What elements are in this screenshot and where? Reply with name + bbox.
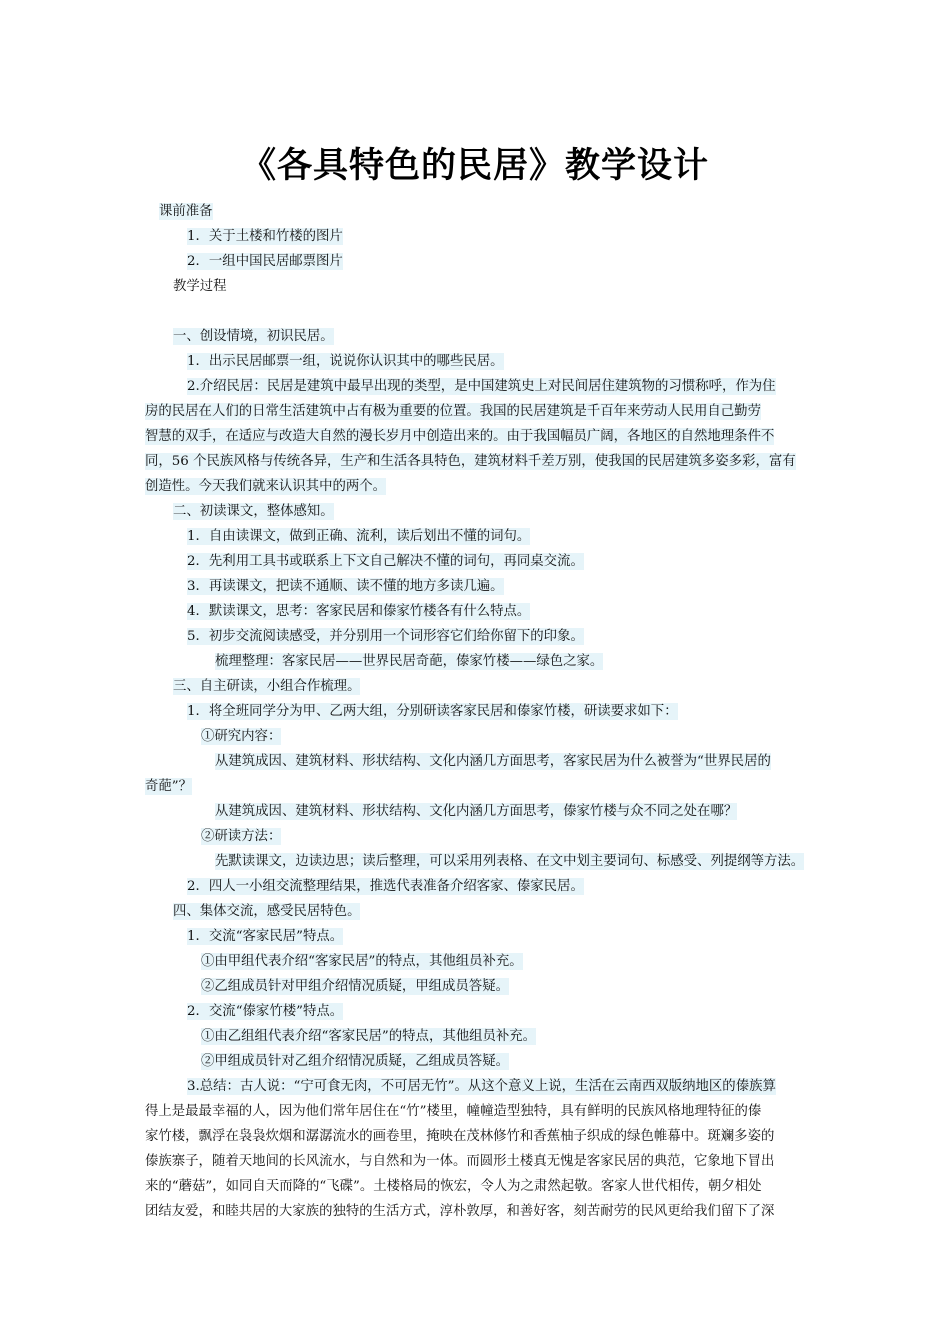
list-item: [145, 224, 805, 249]
line-text: ②乙组成员针对甲组介绍情况质疑，甲组成员答疑。: [201, 979, 509, 994]
summary-line: [145, 649, 805, 674]
sub-item: [145, 949, 805, 974]
paragraph-line: [145, 799, 805, 824]
line-text: 先默读课文，边读边思；读后整理，可以采用列表格、在文中划主要词句、标感受、列提纲等方法。: [215, 854, 805, 869]
line-text: 智慧的双手，在适应与改造大自然的漫长岁月中创造出来的。由于我国幅员广阔，各地区的自然地理条件不: [145, 429, 775, 444]
line-text: 创造性。今天我们就来认识其中的两个。: [145, 479, 387, 494]
line-text: 1．出示民居邮票一组，说说你认识其中的哪些民居。: [187, 354, 504, 369]
sub-item: [145, 824, 805, 849]
blank-line: [145, 299, 805, 324]
line-text: 奇葩”？: [145, 779, 193, 794]
sub-item: [145, 724, 805, 749]
section-heading: [145, 274, 805, 299]
paragraph-line: [145, 749, 805, 774]
list-item: [145, 349, 805, 374]
section-heading: [145, 899, 805, 924]
line-text: ②研读方法：: [201, 829, 282, 844]
list-item: [145, 699, 805, 724]
paragraph-line: [145, 849, 805, 874]
line-text: 来的“蘑菇”，如同自天而降的“飞碟”。土楼格局的恢宏，令人为之肃然起敬。客家人世代相传，朝夕相处: [145, 1179, 762, 1194]
section-heading: [145, 674, 805, 699]
line-text: ①研究内容：: [201, 729, 282, 744]
list-item: [145, 599, 805, 624]
section-heading: [145, 324, 805, 349]
list-item: [145, 549, 805, 574]
list-item: [145, 524, 805, 549]
list-item: [145, 924, 805, 949]
line-text: ①由甲组代表介绍“客家民居”的特点，其他组员补充。: [201, 954, 523, 969]
line-text: 2．一组中国民居邮票图片: [187, 254, 343, 269]
section-heading: [145, 499, 805, 524]
line-text: 2．四人一小组交流整理结果，推选代表准备介绍客家、傣家民居。: [187, 879, 584, 894]
paragraph-line: [145, 1099, 805, 1124]
paragraph-line: [145, 424, 805, 449]
line-text: 教学过程: [173, 279, 227, 294]
line-text: 团结友爱，和睦共居的大家族的独特的生活方式，淳朴敦厚，和善好客，刻苦耐劳的民风更给我们留下了深: [145, 1204, 775, 1219]
sub-item: [145, 1024, 805, 1049]
line-text: 3．再读课文，把读不通顺、读不懂的地方多读几遍。: [187, 579, 504, 594]
line-text: 4．默读课文，思考：客家民居和傣家竹楼各有什么特点。: [187, 604, 531, 619]
line-text: ①由乙组组代表介绍“客家民居”的特点，其他组员补充。: [201, 1029, 537, 1044]
sub-item: [145, 974, 805, 999]
paragraph-line: [145, 399, 805, 424]
line-text: 2．交流“傣家竹楼”特点。: [187, 1004, 344, 1019]
line-text: ②甲组成员针对乙组介绍情况质疑，乙组成员答疑。: [201, 1054, 509, 1069]
line-text: 家竹楼，飘浮在袅袅炊烟和潺潺流水的画卷里，掩映在茂林修竹和香蕉柚子织成的绿色帷幕中。斑斓多姿的: [145, 1129, 775, 1144]
line-text: 1．将全班同学分为甲、乙两大组，分别研读客家民居和傣家竹楼，研读要求如下：: [187, 704, 678, 719]
list-item: [145, 249, 805, 274]
section-heading: [145, 199, 805, 224]
line-text: 得上是最最幸福的人，因为他们常年居住在“竹”楼里，幢幢造型独特，具有鲜明的民族风格地理特征的傣: [145, 1104, 762, 1119]
line-text: 梳理整理：客家民居——世界民居奇葩，傣家竹楼——绿色之家。: [215, 654, 604, 669]
document-title: 《各具特色的民居》教学设计: [240, 146, 709, 186]
paragraph-line: [145, 1199, 805, 1224]
line-text: 1．自由读课文，做到正确、流利，读后划出不懂的词句。: [187, 529, 531, 544]
line-text: 三、自主研读，小组合作梳理。: [173, 679, 361, 694]
line-text: 一、创设情境，初识民居。: [173, 329, 334, 344]
line-text: 四、集体交流，感受民居特色。: [173, 904, 361, 919]
paragraph-line: [145, 449, 805, 474]
line-text: 二、初读课文，整体感知。: [173, 504, 334, 519]
paragraph-line: [145, 774, 805, 799]
paragraph-line: [145, 1149, 805, 1174]
line-text: 从建筑成因、建筑材料、形状结构、文化内涵几方面思考，客家民居为什么被誉为“世界民居的: [215, 754, 771, 769]
list-item: [145, 874, 805, 899]
paragraph-line: [145, 374, 805, 399]
sub-item: [145, 1049, 805, 1074]
paragraph-line: [145, 1174, 805, 1199]
line-text: 2．先利用工具书或联系上下文自己解决不懂的词句，再同桌交流。: [187, 554, 584, 569]
line-text: 2.介绍民居：民居是建筑中最早出现的类型，是中国建筑史上对民间居住建筑物的习惯称呼，作为住: [187, 379, 776, 394]
line-text: 1．交流“客家民居”特点。: [187, 929, 344, 944]
paragraph-line: [145, 1124, 805, 1149]
line-text: 3.总结：古人说：“宁可食无肉，不可居无竹”。从这个意义上说，生活在云南西双版纳地区的傣族算: [187, 1079, 776, 1094]
list-item: [145, 624, 805, 649]
document-body: [145, 199, 805, 1224]
line-text: 1．关于土楼和竹楼的图片: [187, 229, 343, 244]
paragraph-line: [145, 474, 805, 499]
line-text: 傣族寨子，随着天地间的长风流水，与自然和为一体。而圆形土楼真无愧是客家民居的典范，它象地下冒出: [145, 1154, 775, 1169]
line-text: 从建筑成因、建筑材料、形状结构、文化内涵几方面思考，傣家竹楼与众不同之处在哪？: [215, 804, 738, 819]
line-text: 课前准备: [159, 204, 213, 219]
line-text: 5．初步交流阅读感受，并分别用一个词形容它们给你留下的印象。: [187, 629, 584, 644]
line-text: 房的民居在人们的日常生活建筑中占有极为重要的位置。我国的民居建筑是千百年来劳动人民用自己勤劳: [145, 404, 761, 419]
paragraph-line: [145, 1074, 805, 1099]
list-item: [145, 574, 805, 599]
list-item: [145, 999, 805, 1024]
line-text: 同，56 个民族风格与传统各异，生产和生活各具特色，建筑材料千差万别，使我国的民居建筑多姿多彩，富有: [145, 454, 796, 469]
